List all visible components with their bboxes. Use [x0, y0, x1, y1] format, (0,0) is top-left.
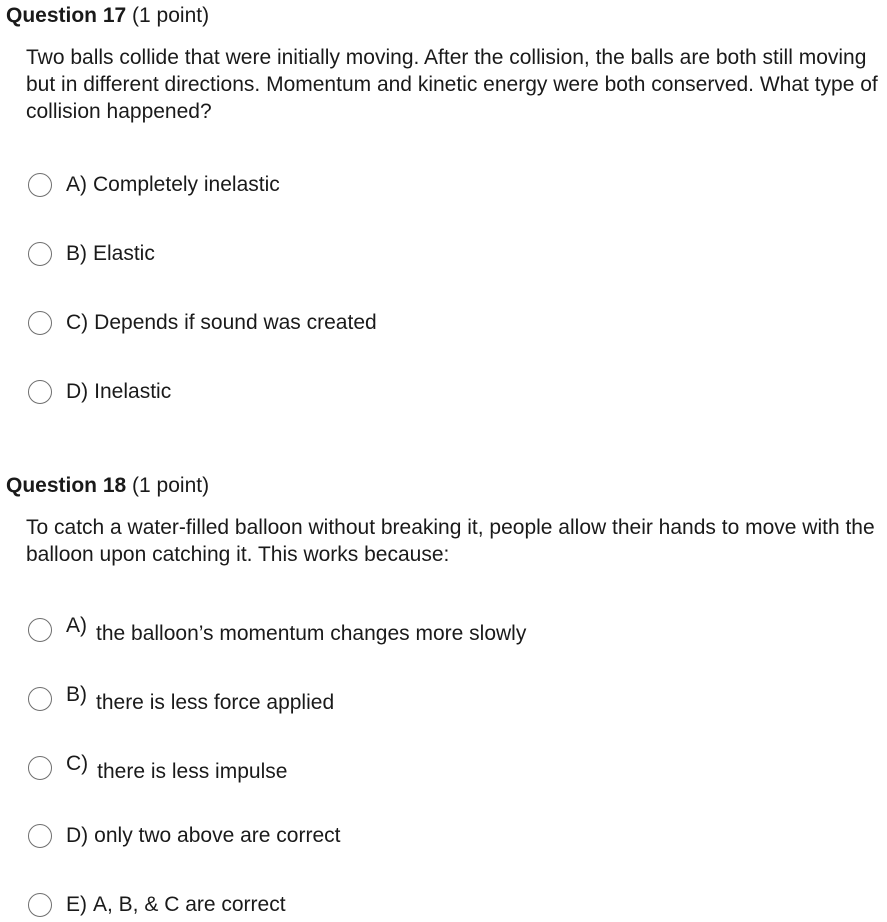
question-title: Question 17: [6, 4, 127, 27]
radio-button[interactable]: [28, 173, 52, 197]
option-text: the balloon’s momentum changes more slowly: [96, 622, 527, 645]
option-text: Depends if sound was created: [94, 311, 377, 334]
option-letter: C): [66, 311, 89, 334]
question-prompt: To catch a water-filled balloon without breaking it, people allow their hands to move with the balloon upon catching it. This works because:: [26, 516, 875, 566]
option-text: Completely inelastic: [93, 173, 280, 196]
radio-button[interactable]: [28, 824, 52, 848]
option-c[interactable]: [28, 308, 377, 338]
question-title: Question 18: [6, 474, 127, 497]
question-header: [6, 472, 209, 500]
question-header: [6, 2, 209, 30]
question-points: (1 point): [132, 474, 210, 497]
option-letter: B): [66, 242, 87, 265]
option-text: Elastic: [93, 242, 155, 265]
radio-button[interactable]: [28, 242, 52, 266]
option-text: A, B, & C are correct: [93, 893, 286, 916]
option-a[interactable]: [28, 615, 526, 645]
option-d[interactable]: [28, 377, 171, 407]
option-text: there is less impulse: [97, 760, 288, 783]
option-letter: B): [66, 683, 87, 706]
radio-button[interactable]: [28, 311, 52, 335]
option-letter: D): [66, 824, 89, 847]
option-a[interactable]: [28, 170, 280, 200]
radio-button[interactable]: [28, 380, 52, 404]
option-b[interactable]: [28, 684, 334, 714]
option-letter: A): [66, 173, 87, 196]
option-text: only two above are correct: [94, 824, 341, 847]
radio-button[interactable]: [28, 756, 52, 780]
radio-button[interactable]: [28, 618, 52, 642]
question-points: (1 point): [132, 4, 210, 27]
option-letter: E): [66, 893, 87, 916]
option-letter: D): [66, 380, 89, 403]
question-prompt: Two balls collide that were initially moving. After the collision, the balls are both still moving but in different directions. Momentum and kinetic energy were both conserved. What type of collision happened?: [26, 46, 878, 123]
option-letter: C): [66, 752, 89, 775]
option-e[interactable]: [28, 890, 286, 920]
option-letter: A): [66, 614, 87, 637]
option-d[interactable]: [28, 821, 340, 851]
option-text: Inelastic: [94, 380, 172, 403]
option-c[interactable]: [28, 753, 287, 783]
radio-button[interactable]: [28, 687, 52, 711]
radio-button[interactable]: [28, 893, 52, 917]
option-text: there is less force applied: [96, 691, 335, 714]
option-b[interactable]: [28, 239, 155, 269]
